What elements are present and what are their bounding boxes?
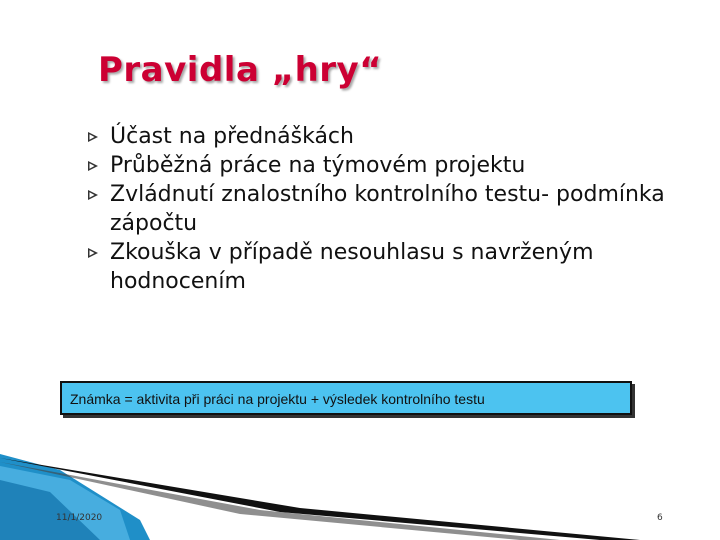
bullet-item	[88, 180, 698, 238]
grade-note-text: Známka = aktivita při práci na projektu + výsledek kontrolního testu	[70, 391, 485, 407]
bullet-list	[88, 122, 698, 296]
page-number: 6	[657, 513, 663, 523]
grade-note-box	[60, 381, 632, 415]
bullet-text: Průběžná práce na týmovém projektu	[110, 153, 526, 178]
bullet-arrow-icon	[88, 190, 98, 200]
footer-date: 11/1/2020	[56, 513, 103, 523]
bullet-arrow-icon	[88, 132, 98, 142]
decorative-wave-graphic	[0, 440, 720, 540]
bullet-item	[88, 151, 698, 180]
bullet-item	[88, 122, 698, 151]
bullet-text: Účast na přednáškách	[110, 124, 354, 149]
bullet-arrow-icon	[88, 248, 98, 258]
bullet-arrow-icon	[88, 161, 98, 171]
slide-title: Pravidla „hry“	[98, 50, 383, 90]
bullet-text: Zvládnutí znalostního kontrolního testu- podmínka zápočtu	[110, 182, 665, 236]
bullet-text: Zkouška v případě nesouhlasu s navrženým hodnocením	[110, 240, 594, 294]
bullet-item	[88, 238, 698, 296]
